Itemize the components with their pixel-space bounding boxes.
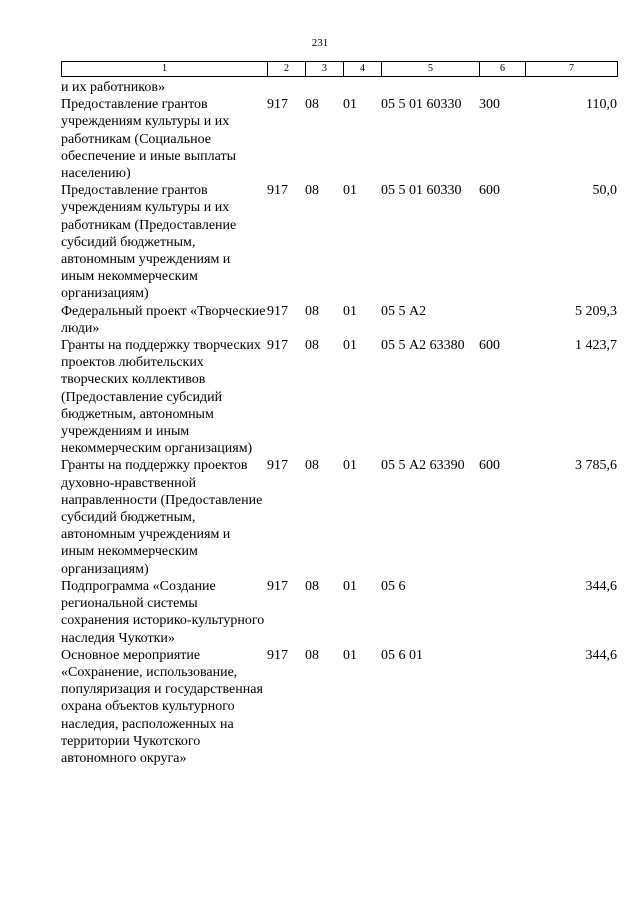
amount: 5 209,3 <box>575 303 617 319</box>
ministry-code: 917 <box>267 647 288 663</box>
ministry-code: 917 <box>267 183 288 199</box>
subsection-code: 01 <box>343 183 357 199</box>
table-row <box>61 457 617 577</box>
column-header: 5 <box>382 62 480 77</box>
table-row <box>61 303 617 337</box>
row-name: Предоставление грантов учреждениям культуры и их работникам (Социальное обеспечение и иные выплаты населению) <box>61 97 236 182</box>
section-code: 08 <box>305 578 319 594</box>
section-code: 08 <box>305 458 319 474</box>
subsection-code: 01 <box>343 338 357 354</box>
continuation-row <box>61 79 617 96</box>
subsection-code: 01 <box>343 97 357 113</box>
expense-type-code: 600 <box>479 458 500 474</box>
section-code: 08 <box>305 97 319 113</box>
table-row <box>61 96 617 182</box>
target-item-code: 05 5 А2 63390 <box>381 458 465 474</box>
row-name: Основное мероприятие «Сохранение, использование, популяризация и государственная охрана объектов культурного наследия, расположенных на территории Чукотского автономного округа» <box>61 647 263 766</box>
section-code: 08 <box>305 183 319 199</box>
continuation-text: и их работников» <box>61 80 165 95</box>
row-name: Федеральный проект «Творческие люди» <box>61 303 266 336</box>
row-name: Подпрограмма «Создание региональной системы сохранения историко-культурного наследия Чукотки» <box>61 578 265 646</box>
column-header-row <box>62 62 618 77</box>
table-row <box>61 337 617 457</box>
table-row <box>61 578 617 647</box>
ministry-code: 917 <box>267 458 288 474</box>
ministry-code: 917 <box>267 303 288 319</box>
column-header: 1 <box>62 62 268 77</box>
subsection-code: 01 <box>343 458 357 474</box>
amount: 3 785,6 <box>575 458 617 474</box>
subsection-code: 01 <box>343 303 357 319</box>
expense-type-code: 300 <box>479 97 500 113</box>
amount: 344,6 <box>585 647 617 663</box>
target-item-code: 05 6 01 <box>381 647 423 663</box>
row-name: Предоставление грантов учреждениям культуры и их работникам (Предоставление субсидий бюджетным, автономным учреждениям и иным некоммерческим организациям) <box>61 183 237 302</box>
amount: 344,6 <box>585 578 617 594</box>
column-header: 4 <box>344 62 382 77</box>
target-item-code: 05 5 01 60330 <box>381 97 462 113</box>
table-row <box>61 647 617 767</box>
expense-type-code: 600 <box>479 183 500 199</box>
amount: 50,0 <box>592 183 617 199</box>
table-row <box>61 182 617 302</box>
section-code: 08 <box>305 303 319 319</box>
section-code: 08 <box>305 338 319 354</box>
table-body <box>61 79 617 767</box>
subsection-code: 01 <box>343 578 357 594</box>
column-header: 6 <box>480 62 526 77</box>
column-header: 7 <box>526 62 618 77</box>
ministry-code: 917 <box>267 97 288 113</box>
amount: 110,0 <box>586 97 617 113</box>
target-item-code: 05 5 А2 63380 <box>381 338 465 354</box>
section-code: 08 <box>305 647 319 663</box>
ministry-code: 917 <box>267 338 288 354</box>
column-header: 2 <box>268 62 306 77</box>
target-item-code: 05 5 А2 <box>381 303 427 319</box>
amount: 1 423,7 <box>575 338 617 354</box>
column-header-table <box>61 61 618 77</box>
ministry-code: 917 <box>267 578 288 594</box>
page-number: 231 <box>311 37 329 49</box>
target-item-code: 05 5 01 60330 <box>381 183 462 199</box>
subsection-code: 01 <box>343 647 357 663</box>
column-header: 3 <box>306 62 344 77</box>
row-name: Гранты на поддержку проектов духовно-нравственной направленности (Предоставление субсидий бюджетным, автономным учреждениям и иным некоммерческим организациям) <box>61 458 263 577</box>
expense-type-code: 600 <box>479 338 500 354</box>
row-name: Гранты на поддержку творческих проектов любительских творческих коллективов (Предоставление субсидий бюджетным, автономным учреждениям и иным некоммерческим организациям) <box>61 338 261 457</box>
target-item-code: 05 6 <box>381 578 406 594</box>
